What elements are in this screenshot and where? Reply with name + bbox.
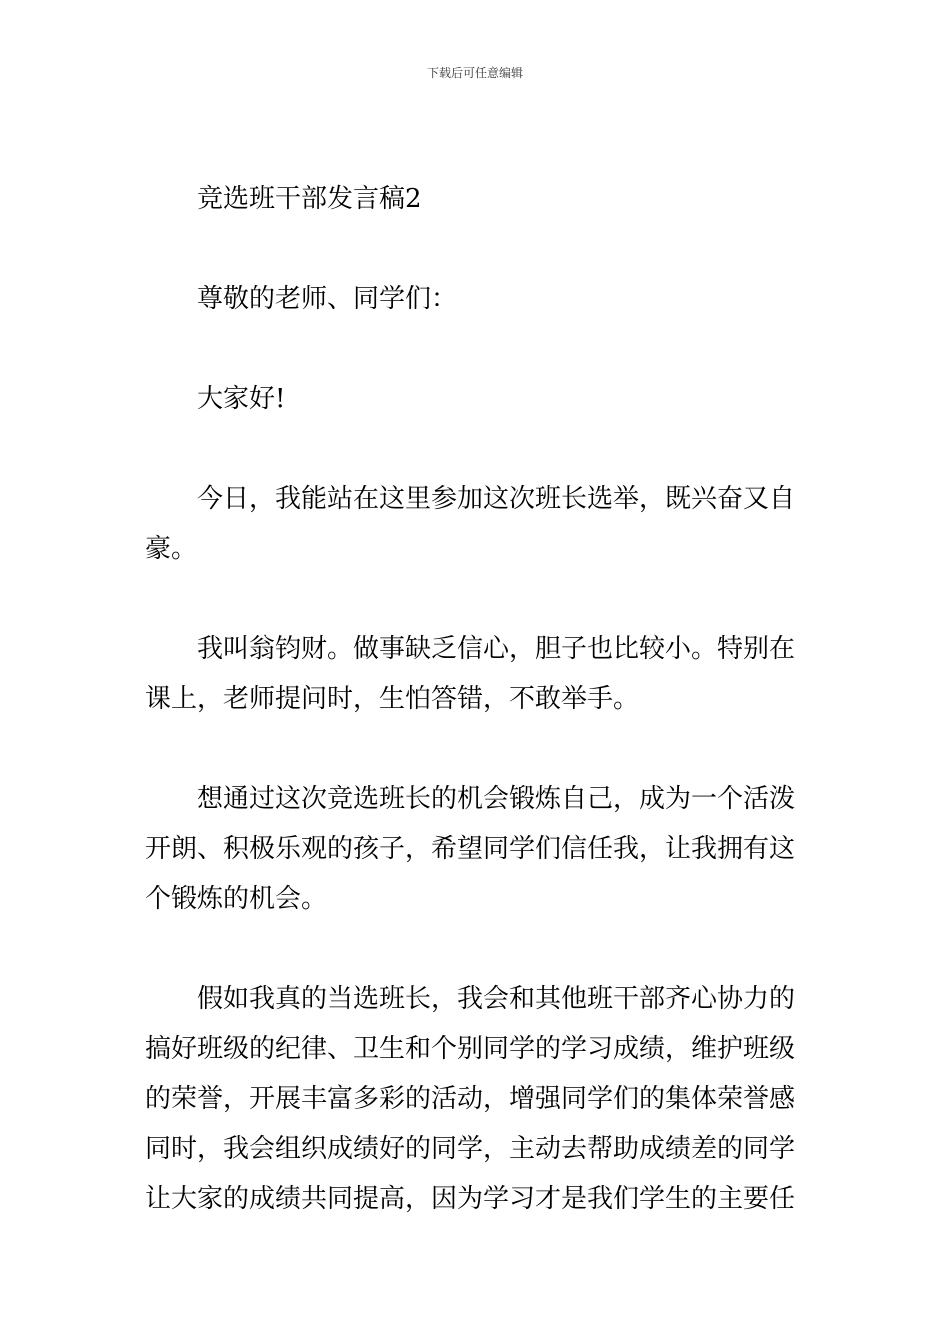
paragraph-1	[145, 474, 807, 574]
paragraph-line: 同时，我会组织成绩好的同学，主动去帮助成绩差的同学	[145, 1134, 796, 1164]
paragraph-line: 假如我真的当选班长，我会和其他班干部齐心协力的	[197, 984, 796, 1014]
greeting: 大家好!	[197, 384, 286, 414]
paragraph-3	[145, 774, 807, 924]
paragraph-line: 想通过这次竞选班长的机会锻炼自己，成为一个活泼	[197, 784, 796, 814]
paragraph-line: 豪。	[145, 534, 198, 564]
document-body	[145, 174, 807, 1274]
paragraph-line: 今日，我能站在这里参加这次班长选举，既兴奋又自	[197, 484, 796, 514]
paragraph-2	[145, 624, 807, 724]
document-title: 竞选班干部发言稿2	[197, 184, 422, 214]
paragraph-line: 我叫翁钧财。做事缺乏信心，胆子也比较小。特别在	[197, 634, 796, 664]
page-header: 下载后可任意编辑	[426, 66, 523, 80]
paragraph-4	[145, 974, 807, 1224]
paragraph-line: 开朗、积极乐观的孩子，希望同学们信任我，让我拥有这	[145, 834, 796, 864]
paragraph-line: 搞好班级的纪律、卫生和个别同学的学习成绩，维护班级	[145, 1034, 796, 1064]
paragraph-line: 课上，老师提问时，生怕答错，不敢举手。	[145, 684, 640, 714]
paragraph-line: 让大家的成绩共同提高，因为学习才是我们学生的主要任	[145, 1184, 796, 1214]
salutation: 尊敬的老师、同学们：	[197, 284, 458, 314]
paragraph-line: 的荣誉，开展丰富多彩的活动，增强同学们的集体荣誉感	[145, 1084, 796, 1114]
paragraph-line: 个锻炼的机会。	[145, 884, 328, 914]
